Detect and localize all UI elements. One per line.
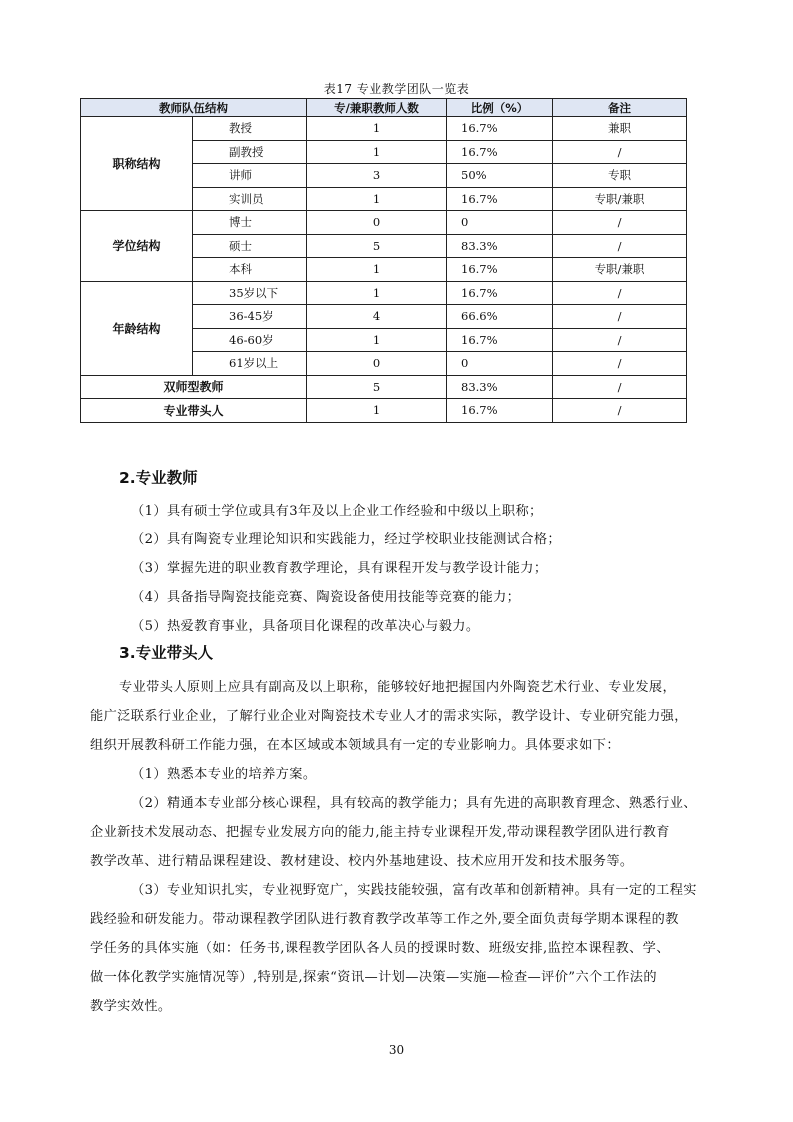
- header-structure: 教师队伍结构: [81, 99, 307, 117]
- summary-label: 双师型教师: [81, 375, 307, 399]
- section-heading-leader: 3.专业带头人: [119, 644, 214, 662]
- row-ratio: 83.3%: [447, 234, 553, 258]
- row-ratio: 16.7%: [447, 328, 553, 352]
- row-note: 兼职: [553, 117, 687, 141]
- row-note: /: [553, 399, 687, 423]
- row-count: 4: [307, 305, 447, 329]
- paragraph-line: 能广泛联系行业企业，了解行业企业对陶瓷技术专业人才的需求实际，教学设计、专业研究能力强，: [90, 709, 688, 724]
- row-ratio: 16.7%: [447, 187, 553, 211]
- paragraph-line: 践经验和研发能力。带动课程教学团队进行教育教学改革等工作之外,要全面负责每学期本课程的教: [90, 912, 679, 927]
- row-label: 副教授: [193, 140, 307, 164]
- row-ratio: 0: [447, 211, 553, 235]
- row-note: /: [553, 305, 687, 329]
- row-label: 讲师: [193, 164, 307, 188]
- row-note: 专职/兼职: [553, 258, 687, 282]
- row-ratio: 16.7%: [447, 399, 553, 423]
- row-ratio: 16.7%: [447, 117, 553, 141]
- row-label: 46-60岁: [193, 328, 307, 352]
- row-ratio: 83.3%: [447, 375, 553, 399]
- row-ratio: 16.7%: [447, 140, 553, 164]
- requirement-item: （1）具有硕士学位或具有3年及以上企业工作经验和中级以上职称；: [131, 504, 543, 519]
- header-ratio: 比例（%）: [447, 99, 553, 117]
- paragraph-line: 做一体化教学实施情况等）,特别是,探索“资讯—计划—决策—实施—检查—评价”六个工作法的: [90, 970, 657, 985]
- row-count: 1: [307, 399, 447, 423]
- group-title: 年龄结构: [81, 281, 193, 375]
- row-label: 36-45岁: [193, 305, 307, 329]
- group-title: 职称结构: [81, 117, 193, 211]
- requirement-item: （5）热爱教育事业，具备项目化课程的改革决心与毅力。: [131, 619, 480, 634]
- teaching-team-table: [80, 98, 687, 423]
- row-count: 1: [307, 140, 447, 164]
- section-heading-teachers: 2.专业教师: [119, 469, 198, 487]
- row-count: 5: [307, 234, 447, 258]
- row-count: 1: [307, 187, 447, 211]
- row-note: /: [553, 328, 687, 352]
- row-note: /: [553, 281, 687, 305]
- header-note: 备注: [553, 99, 687, 117]
- row-note: 专职: [553, 164, 687, 188]
- summary-label: 专业带头人: [81, 399, 307, 423]
- table-caption: 表17 专业教学团队一览表: [323, 82, 470, 96]
- row-count: 1: [307, 117, 447, 141]
- row-count: 1: [307, 258, 447, 282]
- row-label: 35岁以下: [193, 281, 307, 305]
- row-count: 1: [307, 328, 447, 352]
- requirement-item: （4）具备指导陶瓷技能竞赛、陶瓷设备使用技能等竞赛的能力；: [131, 590, 521, 605]
- row-label: 博士: [193, 211, 307, 235]
- row-ratio: 0: [447, 352, 553, 376]
- row-note: /: [553, 140, 687, 164]
- header-count: 专/兼职教师人数: [307, 99, 447, 117]
- table-row: [81, 117, 687, 141]
- row-note: /: [553, 211, 687, 235]
- table-row: [81, 211, 687, 235]
- row-note: 专职/兼职: [553, 187, 687, 211]
- page-number: 30: [388, 1043, 405, 1057]
- row-count: 0: [307, 211, 447, 235]
- row-ratio: 16.7%: [447, 258, 553, 282]
- row-ratio: 16.7%: [447, 281, 553, 305]
- row-label: 实训员: [193, 187, 307, 211]
- paragraph-line: 学任务的具体实施（如：任务书,课程教学团队各人员的授课时数、班级安排,监控本课程教、学、: [90, 941, 670, 956]
- paragraph-line: 专业带头人原则上应具有副高及以上职称，能够较好地把握国内外陶瓷艺术行业、专业发展，: [119, 680, 677, 695]
- paragraph-line: 教学改革、进行精品课程建设、教材建设、校内外基地建设、技术应用开发和技术服务等。: [90, 854, 634, 869]
- row-count: 5: [307, 375, 447, 399]
- requirement-item: （2）具有陶瓷专业理论知识和实践能力，经过学校职业技能测试合格；: [131, 532, 561, 547]
- table-row: [81, 375, 687, 399]
- row-label: 硕士: [193, 234, 307, 258]
- paragraph-line: （3）专业知识扎实，专业视野宽广，实践技能较强，富有改革和创新精神。具有一定的工程实: [131, 883, 697, 898]
- paragraph-line: 组织开展教科研工作能力强，在本区域或本领域具有一定的专业影响力。具体要求如下：: [90, 738, 620, 753]
- row-count: 3: [307, 164, 447, 188]
- table-row: [81, 399, 687, 423]
- group-title: 学位结构: [81, 211, 193, 282]
- requirement-item: （3）掌握先进的职业教育教学理论，具有课程开发与教学设计能力；: [131, 561, 548, 576]
- table-header-row: [81, 99, 687, 117]
- row-label: 本科: [193, 258, 307, 282]
- table-row: [81, 281, 687, 305]
- row-ratio: 66.6%: [447, 305, 553, 329]
- requirement-item: （1）熟悉本专业的培养方案。: [131, 767, 317, 782]
- row-count: 0: [307, 352, 447, 376]
- row-ratio: 50%: [447, 164, 553, 188]
- paragraph-line: （2）精通本专业部分核心课程，具有较高的教学能力；具有先进的高职教育理念、熟悉行业、: [131, 796, 697, 811]
- row-count: 1: [307, 281, 447, 305]
- row-label: 教授: [193, 117, 307, 141]
- paragraph-line: 企业新技术发展动态、把握专业发展方向的能力,能主持专业课程开发,带动课程教学团队进行教育: [90, 825, 670, 840]
- row-label: 61岁以上: [193, 352, 307, 376]
- row-note: /: [553, 375, 687, 399]
- row-note: /: [553, 234, 687, 258]
- row-note: /: [553, 352, 687, 376]
- paragraph-line: 教学实效性。: [90, 999, 172, 1014]
